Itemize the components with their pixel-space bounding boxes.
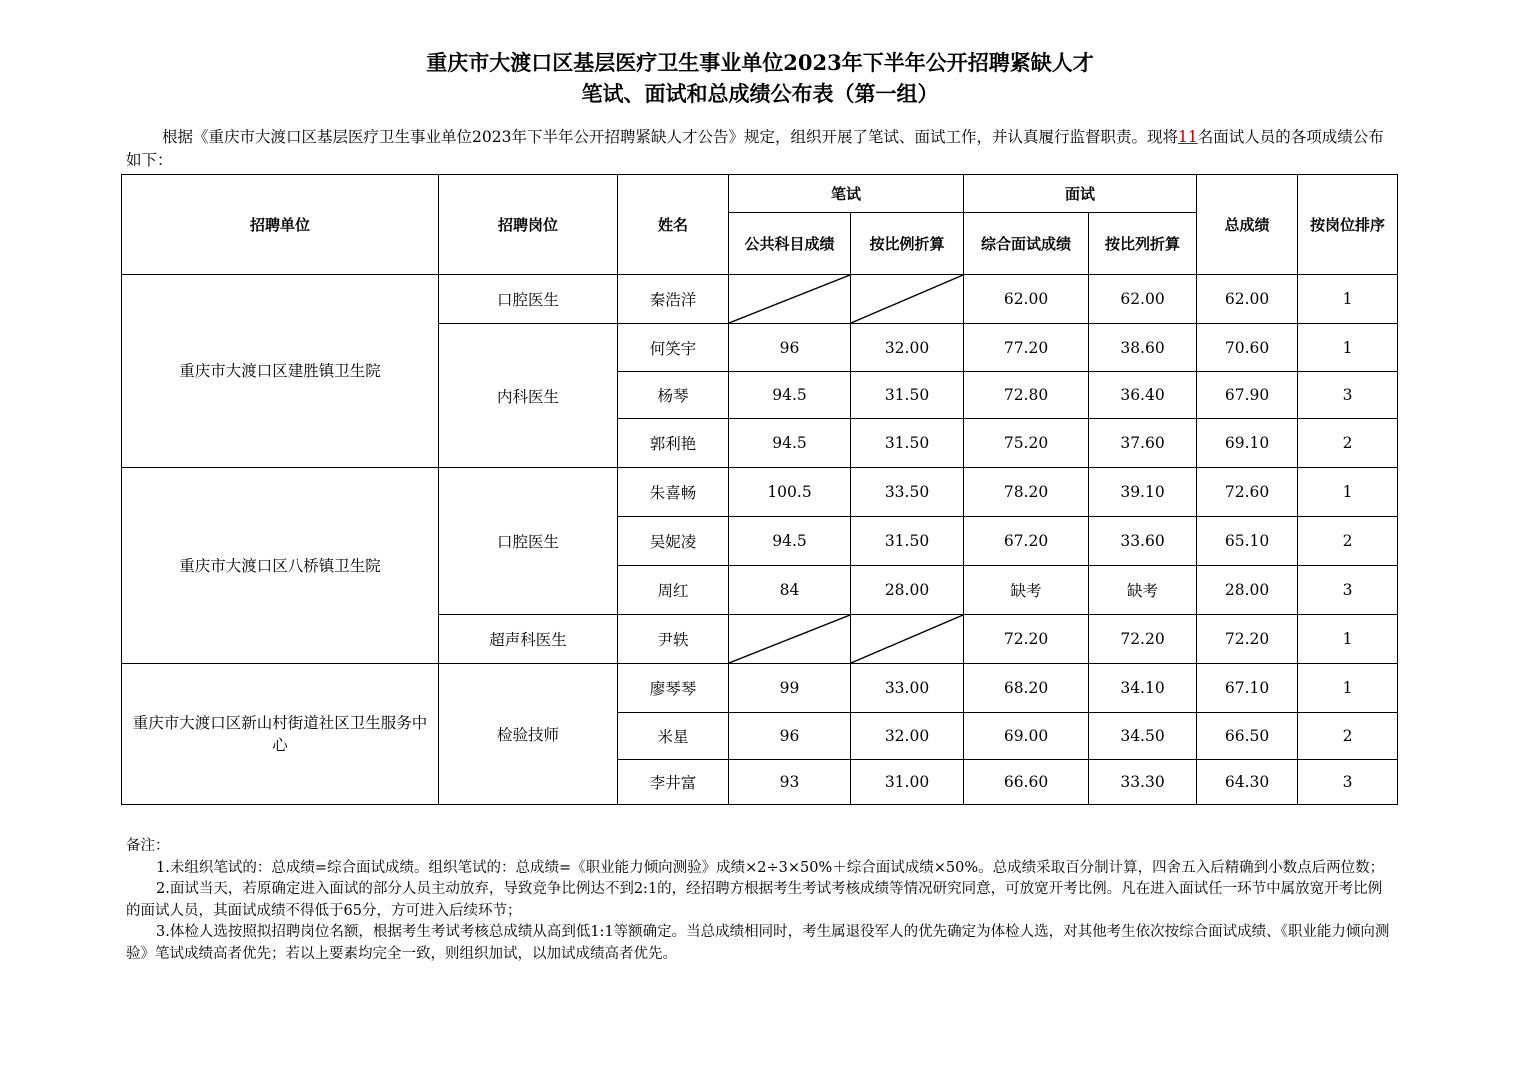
header-post: 招聘岗位 (439, 175, 618, 275)
name-cell: 杨琴 (618, 372, 729, 419)
rank-cell: 1 (1298, 468, 1398, 517)
name-cell: 尹轶 (618, 615, 729, 664)
interview-scaled-cell: 33.60 (1089, 517, 1197, 566)
interview-scaled-cell: 34.10 (1089, 664, 1197, 713)
unit-name: 重庆市大渡口区新山村街道社区卫生服务中心 (132, 714, 428, 754)
written-scaled-cell: 31.00 (851, 760, 964, 805)
intro-paragraph (126, 126, 1394, 172)
table-row (122, 468, 1398, 517)
unit-name: 重庆市大渡口区八桥镇卫生院 (179, 556, 381, 575)
post-cell: 超声科医生 (439, 615, 618, 664)
name-cell: 郭利艳 (618, 419, 729, 468)
header-written-scaled: 按比例折算 (851, 213, 964, 275)
total-cell: 72.20 (1197, 615, 1298, 664)
written-score-cell: 93 (729, 760, 851, 805)
note-1 (126, 858, 1394, 880)
empty-written-scaled (851, 275, 964, 324)
written-score-cell: 84 (729, 566, 851, 615)
intro-text-after: 名面试人员的各项成绩公布如下： (126, 128, 1384, 169)
written-scaled-cell: 33.00 (851, 664, 964, 713)
name-cell: 米星 (618, 713, 729, 760)
note-2-text: 2.面试当天，若原确定进入面试的部分人员主动放弃，导致竞争比例达不到2:1的，经招聘方根据考生考试考核成绩等情况研究同意，可放宽开考比例。凡在进入面试任一环节中属放宽开考比例的面试人员，其面试成绩不得低于65分，方可进入后续环节； (126, 881, 1383, 919)
empty-written-score (729, 615, 851, 664)
note-3-text: 3.体检人选按照拟招聘岗位名额，根据考生考试考核总成绩从高到低1:1等额确定。当总成绩相同时，考生属退役军人的优先确定为体检人选，对其他考生依次按综合面试成绩、《职业能力倾向测验》笔试成绩高者优先；若以上要素均完全一致，则组织加试，以加试成绩高者优先。 (126, 924, 1390, 962)
rank-cell: 2 (1298, 713, 1398, 760)
total-cell: 65.10 (1197, 517, 1298, 566)
rank-cell: 2 (1298, 419, 1398, 468)
written-score-cell: 99 (729, 664, 851, 713)
written-scaled-cell: 28.00 (851, 566, 964, 615)
interview-score-cell: 68.20 (964, 664, 1089, 713)
interview-score-cell: 62.00 (964, 275, 1089, 324)
note-2 (126, 879, 1394, 922)
notes-section (126, 836, 1394, 965)
interview-scaled-cell: 39.10 (1089, 468, 1197, 517)
interview-score-cell: 67.20 (964, 517, 1089, 566)
interview-scaled-cell: 33.30 (1089, 760, 1197, 805)
header-written: 笔试 (729, 175, 964, 213)
written-score-cell: 96 (729, 713, 851, 760)
written-score-cell: 100.5 (729, 468, 851, 517)
rank-cell: 3 (1298, 760, 1398, 805)
interview-scaled-cell: 72.20 (1089, 615, 1197, 664)
post-cell: 检验技师 (439, 664, 618, 805)
written-scaled-cell: 32.00 (851, 324, 964, 372)
written-score-cell: 94.5 (729, 419, 851, 468)
header-total: 总成绩 (1197, 175, 1298, 275)
unit-cell (122, 275, 439, 468)
written-scaled-cell: 31.50 (851, 419, 964, 468)
unit-cell (122, 664, 439, 805)
table-row (122, 275, 1398, 324)
header-name: 姓名 (618, 175, 729, 275)
note-1-text: 1.未组织笔试的：总成绩=综合面试成绩。组织笔试的：总成绩=《职业能力倾向测验》成绩×2÷3×50%＋综合面试成绩×50%。总成绩采取百分制计算，四舍五入后精确到小数点后两位数； (156, 859, 1385, 876)
total-cell: 70.60 (1197, 324, 1298, 372)
notes-heading: 备注： (126, 838, 170, 854)
title-line-1: 重庆市大渡口区基层医疗卫生事业单位2023年下半年公开招聘紧缺人才 (426, 50, 1094, 75)
name-cell: 秦浩洋 (618, 275, 729, 324)
interview-scaled-cell: 37.60 (1089, 419, 1197, 468)
header-rank: 按岗位排序 (1298, 175, 1398, 275)
total-cell: 66.50 (1197, 713, 1298, 760)
empty-written-scaled (851, 615, 964, 664)
written-score-cell: 96 (729, 324, 851, 372)
title-line-2: 笔试、面试和总成绩公布表（第一组） (581, 81, 939, 106)
header-interview-scaled: 按比列折算 (1089, 213, 1197, 275)
written-scaled-cell: 31.50 (851, 372, 964, 419)
name-cell: 吴妮凌 (618, 517, 729, 566)
name-cell: 廖琴琴 (618, 664, 729, 713)
total-cell: 72.60 (1197, 468, 1298, 517)
header-interview-score: 综合面试成绩 (964, 213, 1089, 275)
interview-scaled-cell: 34.50 (1089, 713, 1197, 760)
total-cell: 69.10 (1197, 419, 1298, 468)
interview-scaled-cell: 36.40 (1089, 372, 1197, 419)
table-row (122, 664, 1398, 713)
score-table (121, 174, 1398, 805)
total-cell: 62.00 (1197, 275, 1298, 324)
name-cell: 何笑宇 (618, 324, 729, 372)
rank-cell: 2 (1298, 517, 1398, 566)
header-interview: 面试 (964, 175, 1197, 213)
interview-scaled-cell: 38.60 (1089, 324, 1197, 372)
interview-scaled-cell: 62.00 (1089, 275, 1197, 324)
name-cell: 李井富 (618, 760, 729, 805)
unit-cell (122, 468, 439, 664)
written-scaled-cell: 32.00 (851, 713, 964, 760)
interview-scaled-cell: 缺考 (1089, 566, 1197, 615)
written-score-cell: 94.5 (729, 517, 851, 566)
interview-score-cell: 77.20 (964, 324, 1089, 372)
header-written-score: 公共科目成绩 (729, 213, 851, 275)
rank-cell: 3 (1298, 566, 1398, 615)
rank-cell: 1 (1298, 664, 1398, 713)
total-cell: 64.30 (1197, 760, 1298, 805)
interview-score-cell: 69.00 (964, 713, 1089, 760)
interview-score-cell: 72.80 (964, 372, 1089, 419)
written-score-cell: 94.5 (729, 372, 851, 419)
interview-score-cell: 66.60 (964, 760, 1089, 805)
interview-score-cell: 75.20 (964, 419, 1089, 468)
note-3 (126, 922, 1394, 965)
post-cell: 内科医生 (439, 324, 618, 468)
written-scaled-cell: 33.50 (851, 468, 964, 517)
interview-score-cell: 72.20 (964, 615, 1089, 664)
name-cell: 朱喜畅 (618, 468, 729, 517)
total-cell: 28.00 (1197, 566, 1298, 615)
intro-text-before: 根据《重庆市大渡口区基层医疗卫生事业单位2023年下半年公开招聘紧缺人才公告》规定，组织开展了笔试、面试工作，并认真履行监督职责。现将 (162, 128, 1178, 146)
written-scaled-cell: 31.50 (851, 517, 964, 566)
post-cell: 口腔医生 (439, 275, 618, 324)
total-cell: 67.90 (1197, 372, 1298, 419)
rank-cell: 1 (1298, 324, 1398, 372)
interviewee-count: 11 (1177, 128, 1198, 146)
total-cell: 67.10 (1197, 664, 1298, 713)
interview-score-cell: 78.20 (964, 468, 1089, 517)
unit-name: 重庆市大渡口区建胜镇卫生院 (179, 362, 381, 380)
rank-cell: 1 (1298, 275, 1398, 324)
rank-cell: 3 (1298, 372, 1398, 419)
name-cell: 周红 (618, 566, 729, 615)
interview-score-cell: 缺考 (964, 566, 1089, 615)
rank-cell: 1 (1298, 615, 1398, 664)
post-cell: 口腔医生 (439, 468, 618, 615)
empty-written-score (729, 275, 851, 324)
header-unit: 招聘单位 (122, 175, 439, 275)
